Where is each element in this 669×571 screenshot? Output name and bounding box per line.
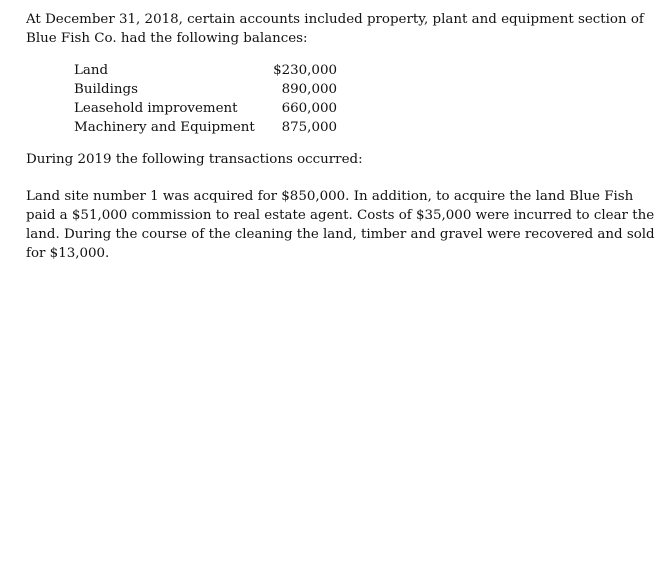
account-name: Leasehold improvement bbox=[74, 101, 238, 116]
table-row bbox=[74, 99, 337, 118]
transaction-paragraph: Land site number 1 was acquired for $850,000. In addition, to acquire the land Blue Fish paid a $51,000 commission to real estate agent. Costs of $35,000 were incurred to clear the land. During the course of the cleaning the land, timber and gravel were recovered and sold for $13,000. bbox=[26, 189, 655, 261]
table-row bbox=[74, 118, 337, 137]
account-amount: 660,000 bbox=[281, 101, 337, 116]
account-name: Machinery and Equipment bbox=[74, 120, 255, 135]
account-amount: 875,000 bbox=[281, 120, 337, 135]
account-name: Land bbox=[74, 63, 109, 78]
account-amount: $230,000 bbox=[273, 63, 337, 78]
document-page bbox=[26, 10, 656, 263]
intro-paragraph: At December 31, 2018, certain accounts included property, plant and equipment section of Blue Fish Co. had the following balances: bbox=[26, 12, 644, 46]
account-name: Buildings bbox=[74, 82, 138, 97]
table-row bbox=[74, 61, 337, 80]
balances-table bbox=[74, 61, 337, 137]
during-paragraph: During 2019 the following transactions occurred: bbox=[26, 152, 363, 167]
table-row bbox=[74, 80, 337, 99]
account-amount: 890,000 bbox=[281, 82, 337, 97]
